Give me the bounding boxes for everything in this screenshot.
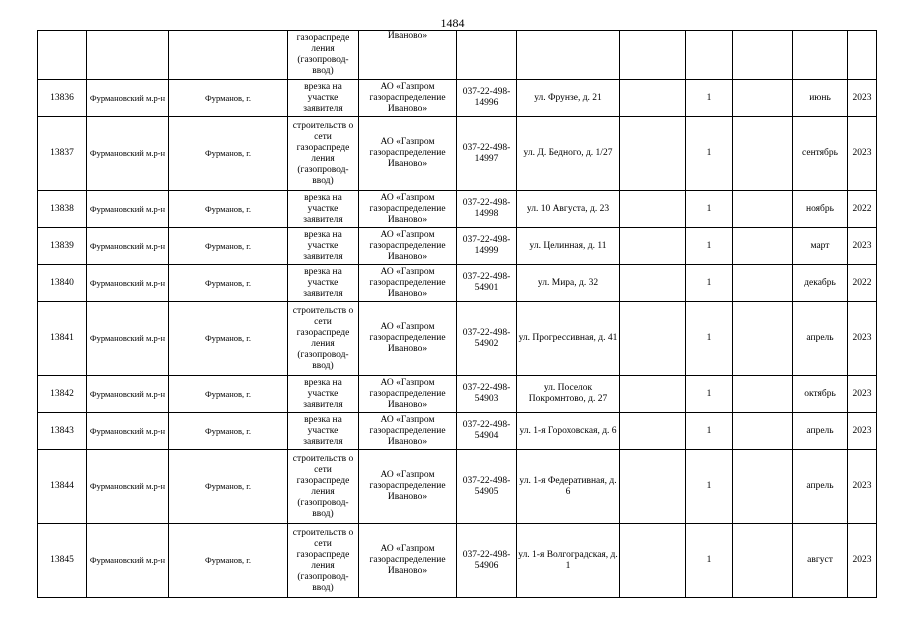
cell-empty (793, 31, 848, 80)
district-cell: Фурмановский м.р-н (87, 265, 169, 302)
empty-cell (733, 450, 793, 524)
empty-cell (620, 80, 686, 117)
month-cell: сентябрь (793, 117, 848, 191)
row-number-cell: 13839 (38, 228, 87, 265)
work-type-cell: врезка на участке заявителя (288, 413, 359, 450)
cell-empty (620, 31, 686, 80)
empty-cell (733, 376, 793, 413)
organization-cell: АО «Газпром газораспределение Иваново» (359, 450, 457, 524)
cell-empty (517, 31, 620, 80)
count-cell: 1 (686, 191, 733, 228)
work-type-cell: врезка на участке заявителя (288, 265, 359, 302)
district-cell: Фурмановский м.р-н (87, 80, 169, 117)
work-type-cell: строительств о сети газораспреде ления (газопровод-ввод) (288, 524, 359, 598)
empty-cell (733, 80, 793, 117)
empty-cell (620, 191, 686, 228)
year-cell: 2022 (848, 265, 877, 302)
year-cell: 2023 (848, 117, 877, 191)
address-cell: ул. Мира, д. 32 (517, 265, 620, 302)
district-cell: Фурмановский м.р-н (87, 302, 169, 376)
work-type-cell: врезка на участке заявителя (288, 191, 359, 228)
month-cell: декабрь (793, 265, 848, 302)
address-cell: ул. 1-я Волгоградская, д. 1 (517, 524, 620, 598)
empty-cell (620, 117, 686, 191)
count-cell: 1 (686, 450, 733, 524)
table-row-continuation (38, 31, 877, 80)
work-type-cell: врезка на участке заявителя (288, 376, 359, 413)
city-cell: Фурманов, г. (169, 191, 288, 228)
cell-empty (848, 31, 877, 80)
empty-cell (733, 228, 793, 265)
month-cell: октябрь (793, 376, 848, 413)
page-number: 1484 (440, 16, 465, 30)
table-row (38, 302, 877, 376)
table-row (38, 228, 877, 265)
year-cell: 2023 (848, 302, 877, 376)
empty-cell (620, 265, 686, 302)
cell-empty (733, 31, 793, 80)
month-cell: ноябрь (793, 191, 848, 228)
district-cell: Фурмановский м.р-н (87, 191, 169, 228)
work-type-cell: врезка на участке заявителя (288, 80, 359, 117)
empty-cell (620, 413, 686, 450)
table-row (38, 376, 877, 413)
work-type-cell: строительств о сети газораспреде ления (газопровод-ввод) (288, 302, 359, 376)
cell-empty (169, 31, 288, 80)
work-type-cell: строительств о сети газораспреде ления (газопровод-ввод) (288, 117, 359, 191)
empty-cell (733, 524, 793, 598)
code-cell: 037-22-498-14997 (457, 117, 517, 191)
cell-empty (686, 31, 733, 80)
city-cell: Фурманов, г. (169, 117, 288, 191)
address-cell: ул. Поселок Покромнтово, д. 27 (517, 376, 620, 413)
count-cell: 1 (686, 524, 733, 598)
code-cell: 037-22-498-54905 (457, 450, 517, 524)
cell-empty (87, 31, 169, 80)
code-cell: 037-22-498-54901 (457, 265, 517, 302)
month-cell: август (793, 524, 848, 598)
row-number-cell: 13836 (38, 80, 87, 117)
district-cell: Фурмановский м.р-н (87, 524, 169, 598)
work-type-cell: газораспреде ления (газопровод-ввод) (288, 31, 359, 80)
row-number-cell: 13837 (38, 117, 87, 191)
year-cell: 2022 (848, 191, 877, 228)
code-cell: 037-22-498-14998 (457, 191, 517, 228)
count-cell: 1 (686, 376, 733, 413)
city-cell: Фурманов, г. (169, 450, 288, 524)
empty-cell (620, 228, 686, 265)
organization-cell: АО «Газпром газораспределение Иваново» (359, 413, 457, 450)
organization-cell: АО «Газпром газораспределение Иваново» (359, 228, 457, 265)
code-cell: 037-22-498-54902 (457, 302, 517, 376)
address-cell: ул. Д. Бедного, д. 1/27 (517, 117, 620, 191)
code-cell: 037-22-498-14999 (457, 228, 517, 265)
city-cell: Фурманов, г. (169, 265, 288, 302)
city-cell: Фурманов, г. (169, 80, 288, 117)
month-cell: апрель (793, 413, 848, 450)
code-cell: 037-22-498-54903 (457, 376, 517, 413)
district-cell: Фурмановский м.р-н (87, 117, 169, 191)
address-cell: ул. Фрунзе, д. 21 (517, 80, 620, 117)
city-cell: Фурманов, г. (169, 376, 288, 413)
organization-cell: АО «Газпром газораспределение Иваново» (359, 524, 457, 598)
city-cell: Фурманов, г. (169, 302, 288, 376)
month-cell: июнь (793, 80, 848, 117)
row-number-cell: 13844 (38, 450, 87, 524)
count-cell: 1 (686, 117, 733, 191)
year-cell: 2023 (848, 524, 877, 598)
count-cell: 1 (686, 413, 733, 450)
gas-connection-table (37, 30, 877, 598)
city-cell: Фурманов, г. (169, 413, 288, 450)
year-cell: 2023 (848, 376, 877, 413)
month-cell: март (793, 228, 848, 265)
district-cell: Фурмановский м.р-н (87, 228, 169, 265)
row-number-cell: 13840 (38, 265, 87, 302)
district-cell: Фурмановский м.р-н (87, 413, 169, 450)
organization-cell: АО «Газпром газораспределение Иваново» (359, 265, 457, 302)
table-row (38, 117, 877, 191)
count-cell: 1 (686, 265, 733, 302)
address-cell: ул. 1-я Гороховская, д. 6 (517, 413, 620, 450)
table-row (38, 413, 877, 450)
count-cell: 1 (686, 228, 733, 265)
count-cell: 1 (686, 80, 733, 117)
empty-cell (620, 376, 686, 413)
empty-cell (733, 191, 793, 228)
work-type-cell: врезка на участке заявителя (288, 228, 359, 265)
month-cell: апрель (793, 302, 848, 376)
empty-cell (620, 302, 686, 376)
cell-empty (457, 31, 517, 80)
city-cell: Фурманов, г. (169, 524, 288, 598)
month-cell: апрель (793, 450, 848, 524)
row-number-cell: 13841 (38, 302, 87, 376)
empty-cell (620, 450, 686, 524)
organization-cell: АО «Газпром газораспределение Иваново» (359, 80, 457, 117)
address-cell: ул. 1-я Федеративная, д. 6 (517, 450, 620, 524)
empty-cell (620, 524, 686, 598)
code-cell: 037-22-498-54906 (457, 524, 517, 598)
district-cell: Фурмановский м.р-н (87, 450, 169, 524)
row-number-cell: 13838 (38, 191, 87, 228)
city-cell: Фурманов, г. (169, 228, 288, 265)
work-type-cell: строительств о сети газораспреде ления (газопровод-ввод) (288, 450, 359, 524)
address-cell: ул. 10 Августа, д. 23 (517, 191, 620, 228)
year-cell: 2023 (848, 80, 877, 117)
empty-cell (733, 265, 793, 302)
empty-cell (733, 302, 793, 376)
row-number-cell: 13845 (38, 524, 87, 598)
table-row (38, 80, 877, 117)
year-cell: 2023 (848, 450, 877, 524)
table-row (38, 450, 877, 524)
address-cell: ул. Целинная, д. 11 (517, 228, 620, 265)
table-row (38, 524, 877, 598)
organization-cell: АО «Газпром газораспределение Иваново» (359, 191, 457, 228)
code-cell: 037-22-498-14996 (457, 80, 517, 117)
organization-cell: АО «Газпром газораспределение Иваново» (359, 302, 457, 376)
year-cell: 2023 (848, 413, 877, 450)
address-cell: ул. Прогрессивная, д. 41 (517, 302, 620, 376)
table-row (38, 265, 877, 302)
count-cell: 1 (686, 302, 733, 376)
empty-cell (733, 413, 793, 450)
organization-cell: Иваново» (359, 31, 457, 80)
organization-cell: АО «Газпром газораспределение Иваново» (359, 376, 457, 413)
cell-empty (38, 31, 87, 80)
district-cell: Фурмановский м.р-н (87, 376, 169, 413)
code-cell: 037-22-498-54904 (457, 413, 517, 450)
year-cell: 2023 (848, 228, 877, 265)
organization-cell: АО «Газпром газораспределение Иваново» (359, 117, 457, 191)
row-number-cell: 13842 (38, 376, 87, 413)
row-number-cell: 13843 (38, 413, 87, 450)
empty-cell (733, 117, 793, 191)
table-row (38, 191, 877, 228)
